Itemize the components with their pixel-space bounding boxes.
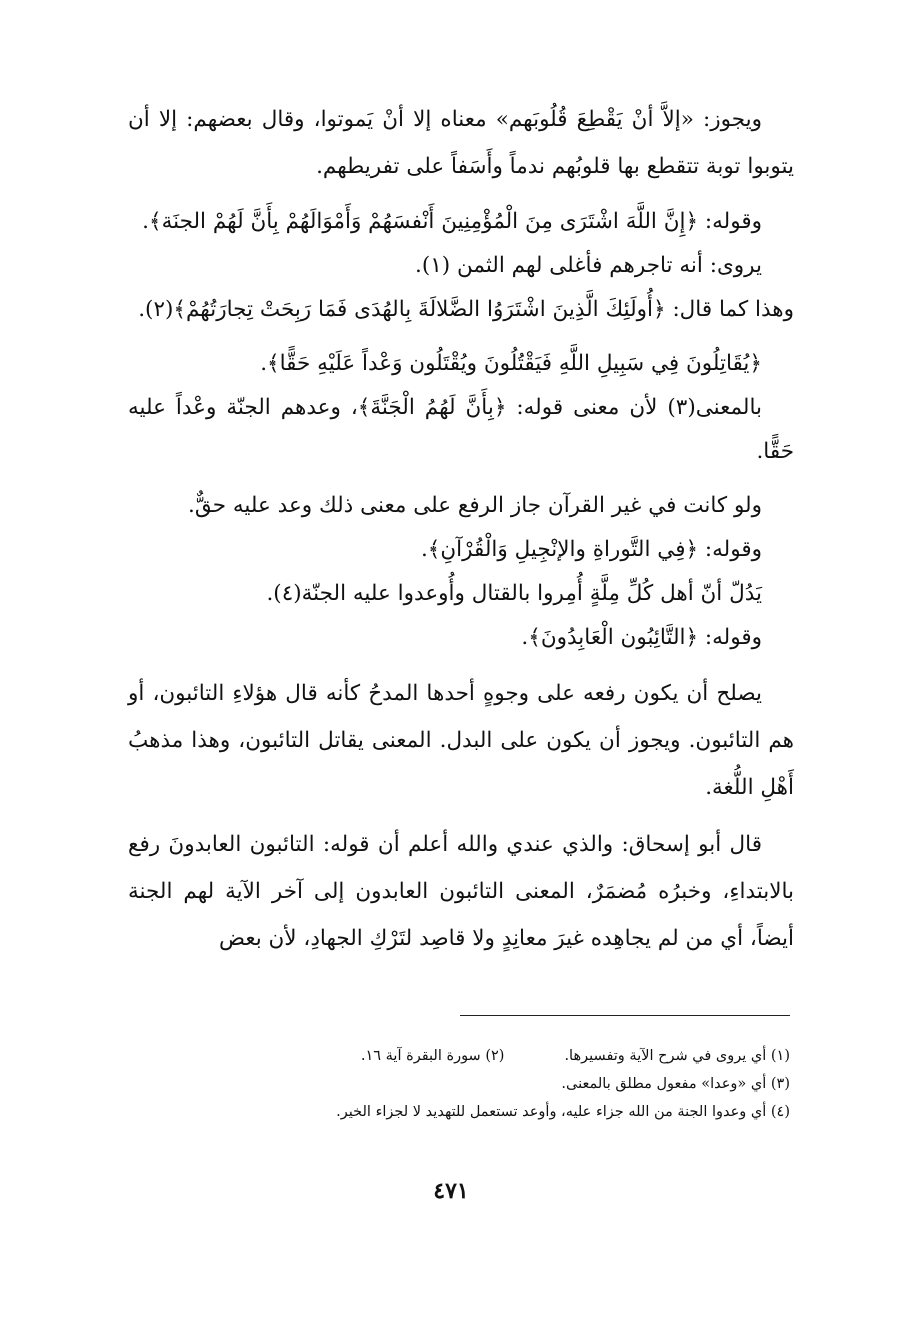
paragraph-3: يروى: أنه تاجرهم فأغلى لهم الثمن (١). xyxy=(415,253,762,278)
paragraph-8: وقوله: ﴿فِي التَّوراةِ والإنْجِيلِ وَالْقُرْآنِ﴾. xyxy=(420,537,762,562)
footnote-row-1 xyxy=(140,1042,790,1070)
paragraph-6: بالمعنى(٣) لأن معنى قوله: ﴿بِأَنَّ لَهُمُ الْجَنَّةَ﴾، وعدهم الجنّة وعْداً عليه حَقًّا. xyxy=(128,395,794,464)
page-number: ٤٧١ xyxy=(433,1178,469,1204)
footnote-4: (٤) أي وعدوا الجنة من الله جزاء عليه، وأوعد تستعمل للتهديد لا لجزاء الخير. xyxy=(336,1104,790,1120)
paragraph-2: وقوله: ﴿إِنَّ اللَّهَ اشْتَرَى مِنَ الْمُؤْمِنِينَ أَنْفسَهُمْ وَأَمْوَالَهُمْ بِأَنَّ لَهُمْ الجنَة﴾. xyxy=(142,209,762,234)
paragraph-1: ويجوز: «إلاَّ أنْ يَقْطِعَ قُلُوبَهم» معناه إلا أنْ يَموتوا، وقال بعضهم: إلا أن يتوبوا توبة تتقطع بها قلوبُهم ندماً وأَسَفاً على تفريطهم. xyxy=(128,107,794,179)
paragraph-12: قال أبو إسحاق: والذي عندي والله أعلم أن قوله: التائبون العابدونَ رفع بالابتداءِ، وخبرُه مُضمَرٌ، المعنى التائبون العابدون إلى آخر الآية لهم الجنة أيضاً، أي من لم يجاهِده غيرَ معانِدٍ ولا قاصِد لتَرْكِ الجهادِ، لأن بعض xyxy=(128,832,794,951)
paragraph-11: يصلح أن يكون رفعه على وجوهٍ أحدها المدحُ كأنه قال هؤلاءِ التائبون، أو هم التائبون. ويجوز أن يكون على البدل. المعنى يقاتل التائبون، وهذا مذهبُ أَهْلِ اللُّغة. xyxy=(128,681,794,800)
paragraph-7: ولو كانت في غير القرآن جاز الرفع على معنى ذلك وعد عليه حقٌّ. xyxy=(187,493,762,518)
paragraph-4: وهذا كما قال: ﴿أُولَئِكَ الَّذِينَ اشْتَرَوُا الضَّلالَةَ بِالهُدَى فَمَا رَبِحَتْ تِجارَتُهُمْ﴾(٢). xyxy=(138,297,794,322)
footnote-1: (١) أي يروى في شرح الآية وتفسيرها. xyxy=(564,1048,790,1064)
main-text xyxy=(128,96,794,962)
footnote-2: (٢) سورة البقرة آية ١٦. xyxy=(360,1048,505,1064)
footnote-separator xyxy=(460,1015,790,1016)
paragraph-10: وقوله: ﴿التَّائِبُون الْعَابِدُونَ﴾. xyxy=(521,625,762,650)
paragraph-9: يَدُلّ أنّ أهل كُلِّ مِلَّةٍ أُمِروا بالقتال وأُوعدوا عليه الجنّة(٤). xyxy=(266,581,762,606)
paragraph-5: ﴿يُقَاتِلُونَ فِي سَبِيلِ اللَّهِ فَيَقْتُلُونَ ويُقْتَلُون وَعْداً عَلَيْهِ حَقًّا﴾. xyxy=(260,351,762,376)
footnote-3: (٣) أي «وعدا» مفعول مطلق بالمعنى. xyxy=(561,1076,790,1092)
footnotes xyxy=(140,1042,790,1126)
